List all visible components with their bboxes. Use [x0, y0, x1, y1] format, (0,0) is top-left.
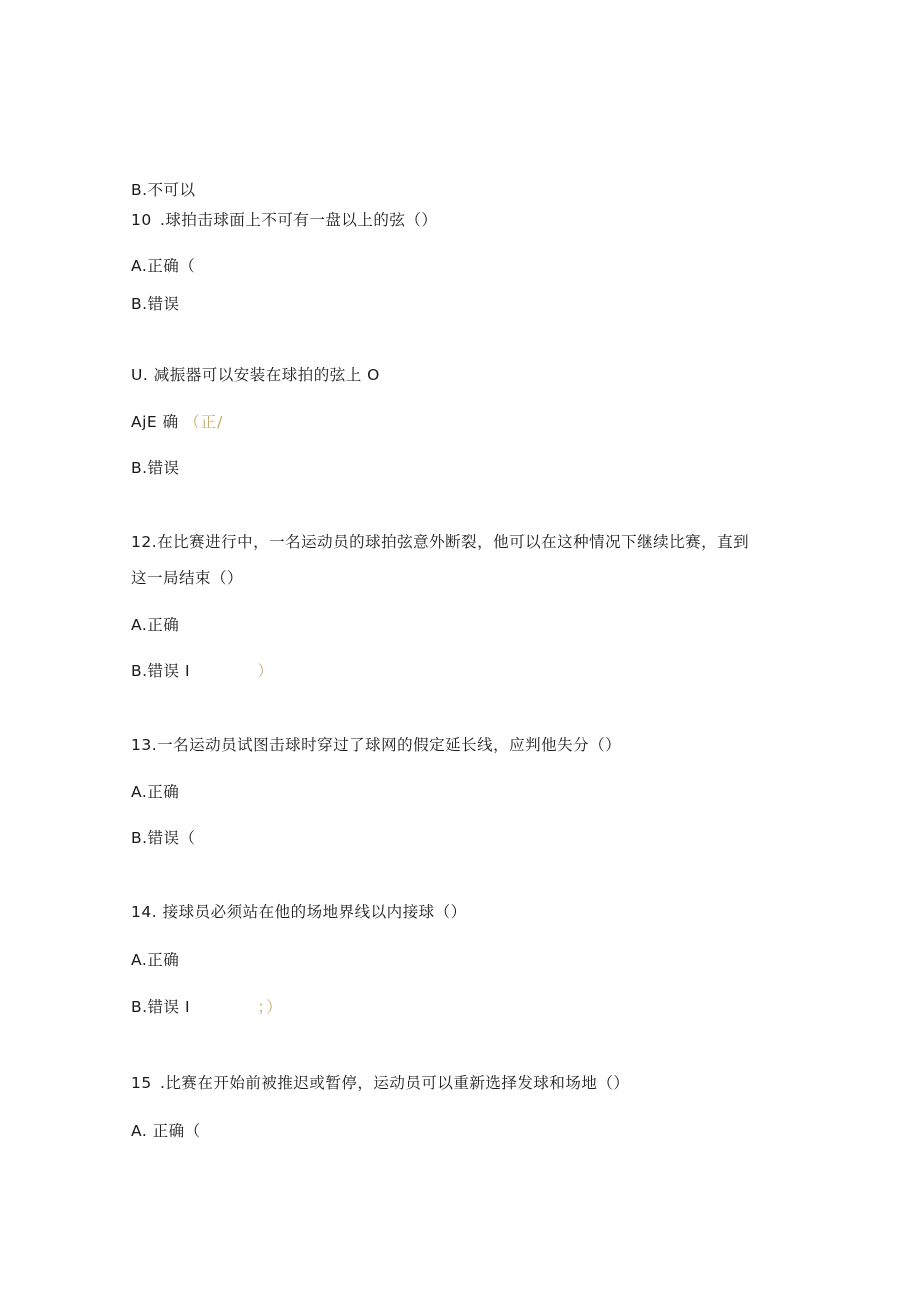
question-number: 10: [131, 211, 152, 229]
question-text: .球拍击球面上不可有一盘以上的弦（）: [160, 211, 438, 229]
option-text: B.错误: [131, 295, 180, 313]
q11-option-b: [131, 458, 180, 478]
q9-option-b: [131, 180, 196, 200]
option-text: AjE 确: [131, 413, 179, 431]
question-text: 14. 接球员必须站在他的场地界线以内接球（）: [131, 903, 467, 921]
option-text: B.错误（: [131, 829, 196, 847]
option-text: A.正确: [131, 783, 180, 801]
q14-option-a: [131, 950, 179, 970]
option-text: B.不可以: [131, 181, 196, 199]
option-text: A.正确（: [131, 257, 196, 275]
option-text: B.错误 I: [131, 662, 191, 680]
question-number: 15: [131, 1074, 152, 1092]
q13-option-b: [131, 828, 196, 848]
option-text: A.正确: [131, 616, 180, 634]
question-text: .比赛在开始前被推迟或暂停，运动员可以重新选择发球和场地（）: [160, 1074, 630, 1092]
option-text: A.正确: [131, 951, 180, 969]
q10-option-a: [131, 256, 195, 276]
q11-option-a: [131, 412, 223, 432]
q13-option-a: [131, 782, 179, 802]
q12-stem-line2: [131, 568, 243, 588]
option-text: A. 正确（: [131, 1122, 201, 1140]
q10-stem: [131, 210, 437, 230]
option-text: B.错误: [131, 459, 180, 477]
q14-stem: [131, 902, 467, 922]
q11-stem: [131, 365, 380, 385]
handwritten-mark: ；）: [257, 998, 283, 1016]
handwritten-mark: ）: [257, 662, 275, 680]
q12-option-b: [131, 661, 274, 681]
question-text: U. 减振器可以安装在球拍的弦上 O: [131, 366, 380, 384]
option-text: B.错误 I: [131, 998, 191, 1016]
question-text: 这一局结束（）: [131, 569, 244, 587]
q13-stem: [131, 735, 621, 755]
question-text: 12.在比赛进行中，一名运动员的球拍弦意外断裂，他可以在这种情况下继续比赛，直到: [131, 533, 750, 551]
handwritten-mark: （正/: [184, 413, 224, 431]
q12-stem-line1: [131, 532, 749, 552]
q12-option-a: [131, 615, 179, 635]
q15-option-a: [131, 1121, 201, 1141]
question-text: 13.一名运动员试图击球时穿过了球网的假定延长线，应判他失分（）: [131, 736, 622, 754]
q14-option-b: [131, 997, 283, 1017]
q15-stem: [131, 1073, 629, 1093]
q10-option-b: [131, 294, 180, 314]
